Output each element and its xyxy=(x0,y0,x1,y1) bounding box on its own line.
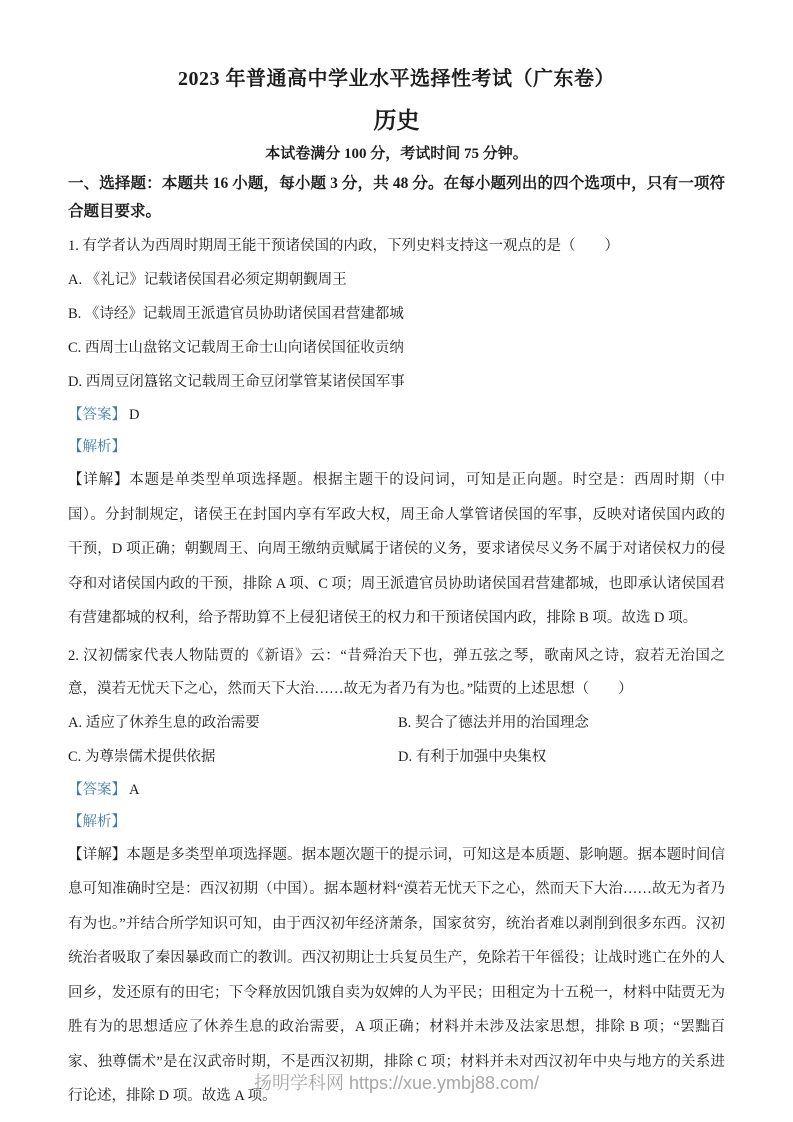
answer-label: 【答案】 xyxy=(68,407,126,423)
question-1-analysis-line xyxy=(68,431,725,463)
analysis-label: 【解析】 xyxy=(68,439,126,455)
question-2-option-b: B. 契合了德法并用的治国理念 xyxy=(398,714,589,731)
section-header: 一、选择题：本题共 16 小题，每小题 3 分，共 48 分。在每小题列出的四个选项中，只有一项符合题目要求。 xyxy=(68,175,725,220)
question-1-stem: 1. 有学者认为西周时期周王能干预诸侯国的内政，下列史料支持这一观点的是（ ） xyxy=(68,238,619,254)
question-1-option-d: D. 西周豆闭簋铭文记载周王命豆闭掌管某诸侯国军事 xyxy=(68,374,405,390)
question-2-stem: 2. 汉初儒家代表人物陆贾的《新语》云：“昔舜治天下也，弹五弦之琴，歌南风之诗，寂若无治国之意，漠若无忧天下之心，然而天下大治……故无为者乃有为也。”陆贾的上述思想（ ） xyxy=(68,647,725,697)
question-2-option-a: A. 适应了休养生息的政治需要 xyxy=(68,714,260,731)
answer-label: 【答案】 xyxy=(68,781,126,798)
question-1-answer-line xyxy=(68,399,725,431)
question-2-analysis-line xyxy=(68,806,725,838)
question-1 xyxy=(68,230,725,636)
question-1-detail-paragraph xyxy=(68,463,725,636)
question-2-options xyxy=(68,706,725,774)
detail-label: 【详解】 xyxy=(68,846,127,863)
exam-meta-line: 本试卷满分 100 分，考试时间 75 分钟。 xyxy=(265,146,528,162)
document-title: 2023 年普通高中学业水平选择性考试（广东卷） xyxy=(178,68,615,90)
question-1-answer-value: D xyxy=(129,407,140,423)
question-2-answer-line xyxy=(68,774,725,806)
question-1-option-c: C. 西周士山盘铭文记载周王命士山向诸侯国征收贡纳 xyxy=(68,340,404,356)
question-2 xyxy=(68,640,725,1114)
question-2-option-d: D. 有利于加强中央集权 xyxy=(398,748,547,765)
detail-label: 【详解】 xyxy=(68,472,130,488)
question-1-option-a: A. 《礼记》记载诸侯国君必须定期朝觐周王 xyxy=(68,272,347,288)
question-2-answer-value: A xyxy=(129,781,140,798)
question-1-detail-text: 本题是单类型单项选择题。根据主题干的设问词，可知是正向题。时空是：西周时期（中国）。分封制规定，诸侯王在封国内享有军政大权，周王命人掌管诸侯国的军事，反映对诸侯国内政的干预，D 项正确；朝觐周王、向周王缴纳贡赋属于诸侯的义务，要求诸侯尽义务不属于对诸侯权力的侵夺和对诸侯国内政的干预，排除 A 项、C 项；周王派遣官员协助诸侯国君营建都城，也即承认诸侯国君有营建都城的权利，给予帮助算不上侵犯诸侯王的权力和干预诸侯国内政，排除 B 项。故选 D 项。 xyxy=(68,472,726,626)
question-2-option-c: C. 为尊崇儒术提供依据 xyxy=(68,748,216,765)
analysis-label: 【解析】 xyxy=(68,813,126,830)
question-1-option-b: B. 《诗经》记载周王派遣官员协助诸侯国君营建都城 xyxy=(68,306,404,322)
subject-title: 历史 xyxy=(373,108,420,133)
question-2-detail-text: 本题是多类型单项选择题。据本题次题干的提示词，可知这是本质题、影响题。据本题时间信息可知准确时空是：西汉初期（中国）。据本题材料“漠若无忧天下之心，然而天下大治……故无为者乃有为也。”并结合所学知识可知，由于西汉初年经济萧条，国家贫穷，统治者难以剥削到很多东西。汉初统治者吸取了秦因暴政而亡的教训。西汉初期让士兵复员生产，免除若干年徭役；让战时逃亡在外的人回乡，发还原有的田宅；下令释放因饥饿自卖为奴婢的人为平民；田租定为十五税一，材料中陆贾无为胜有为的思想适应了休养生息的政治需要，A 项正确；材料并未涉及法家思想，排除 B 项；“罢黜百家、独尊儒术”是在汉武帝时期，不是西汉初期，排除 C 项；材料并未对西汉初年中央与地方的关系进行论述，排除 D 项。故选 A 项。 xyxy=(68,846,726,1104)
watermark-footer: 扬明学科网 https://xue.ymbj88.com/ xyxy=(253,1073,540,1093)
question-1-options xyxy=(68,263,725,399)
